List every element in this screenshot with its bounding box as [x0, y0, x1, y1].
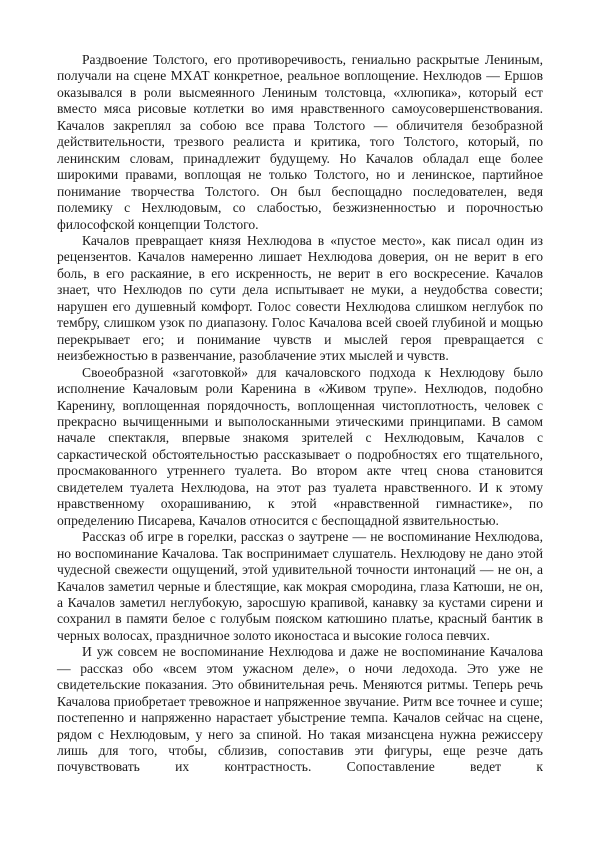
paragraph: Раздвоение Толстого, его противоречивость, гениально раскрытые Лениным, получали на сцене МХАТ конкретное, реальное воплощение. Нехлюдов — Ершов оказывался в роли высмеянного Лениным толстовца, «хлюпика», который ест вместо мяса рисовые котлетки во имя нравственного самоусовершенствования. Качалов закреплял за собою все права Толстого — обличителя безобразной действительности, трезвого реалиста и критика, того Толстого, который, по ленинским словам, принадлежит будущему. Но Качалов обладал еще более широкими правами, воплощая не только Толстого, но и ленинское, партийное понимание творчества Толстого. Он был беспощадно последователен, ведя полемику с Нехлюдовым, со слабостью, безжизненностью и порочностью философской концепции Толстого.: [57, 52, 543, 232]
document-page: [57, 52, 543, 776]
paragraph: И уж совсем не воспоминание Нехлюдова и даже не воспоминание Качалова — рассказ обо «всем этом ужасном деле», о ночи ледохода. Это уже не свидетельские показания. Это обвинительная речь. Меняются ритмы. Теперь речь Качалова приобретает тревожное и напряженное звучание. Ритм все точнее и суше; постепенно и напряженно нарастает убыстрение темпа. Качалов сейчас на сцене, рядом с Нехлюдовым, у него за спиной. Но такая мизансцена нужна режиссеру лишь для того, чтобы, сблизив, сопоставив эти фигуры, еще резче дать почувствовать их контрастность. Сопоставление ведет к: [57, 644, 543, 775]
paragraph: Своеобразной «заготовкой» для качаловского подхода к Нехлюдову было исполнение Качаловым роли Каренина в «Живом трупе». Нехлюдов, подобно Каренину, воплощенная порядочность, воплощенная чистоплотность, человек с прекрасно вычищенными и выполосканными этическими принципами. В самом начале спектакля, впервые знакомя зрителей с Нехлюдовым, Качалов с саркастической обстоятельностью рассказывает о подробностях его тщательного, просмакованного утреннего туалета. Во втором акте чтец снова становится свидетелем туалета Нехлюдова, на этот раз туалета нравственного. И к этому нравственному охорашиванию, к этой «нравственной гимнастике», по определению Писарева, Качалов относится с беспощадной язвительностью.: [57, 364, 543, 528]
paragraph: Качалов превращает князя Нехлюдова в «пустое место», как писал один из рецензентов. Качалов намеренно лишает Нехлюдова доверия, он не верит в его боль, в его раскаяние, в его искренность, не верит в его воскресение. Качалов знает, что Нехлюдов по сути дела испытывает не муки, а неудобства совести; нарушен его душевный комфорт. Голос совести Нехлюдова слишком неглубок по тембру, слишком узок по диапазону. Голос Качалова всей своей глубиной и мощью перекрывает его; и понимание чувств и мыслей героя превращается с неизбежностью в развенчание, разоблачение этих мыслей и чувств.: [57, 232, 543, 364]
paragraph: Рассказ об игре в горелки, рассказ о заутрене — не воспоминание Нехлюдова, но воспоминание Качалова. Так воспринимает слушатель. Нехлюдову не дано этой чудесной свежести ощущений, этой удивительной точности интонаций — не он, а Качалов заметил черные и блестящие, как мокрая смородина, глаза Катюши, не он, а Качалов заметил неглубокую, заросшую крапивой, канавку за кустами сирени и сохранил в памяти белое с голубым пояском катюшино платье, красный бантик в черных волосах, праздничное золото иконостаса и высокие голоса певчих.: [57, 529, 543, 643]
